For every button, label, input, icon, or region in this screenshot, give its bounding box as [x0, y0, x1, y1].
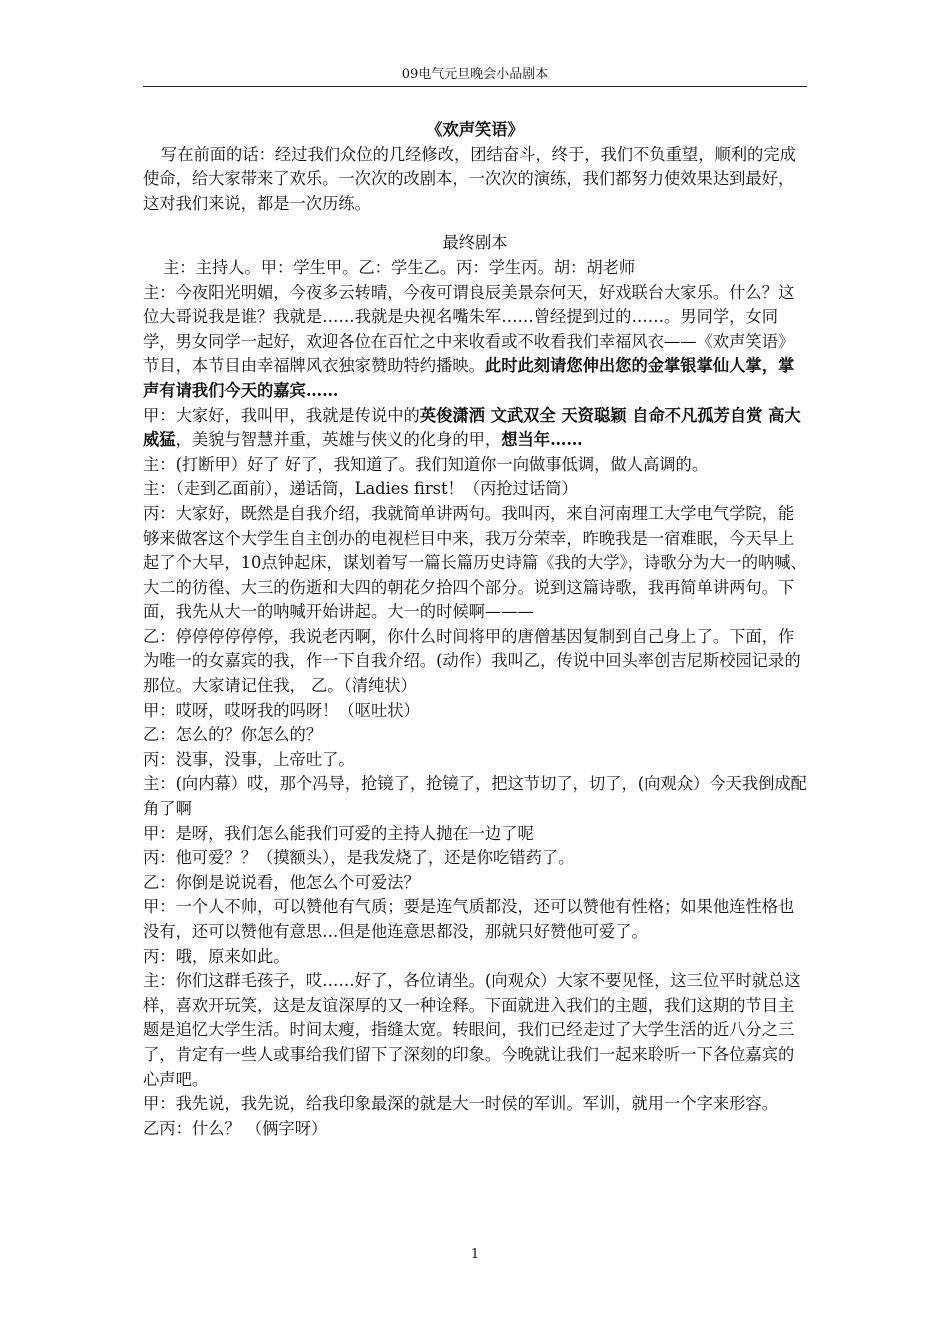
dialogue-line: 乙：你倒是说说看，他怎么个可爱法？ [143, 872, 420, 892]
dialogue-line: 甲：是呀，我们怎么能我们可爱的主持人抛在一边了呢 [143, 823, 534, 843]
cast-list: 主：主持人。甲：学生甲。乙：学生乙。丙：学生丙。胡：胡老师 [163, 257, 636, 277]
dialogue-bold-text: 想当年…… [501, 430, 583, 450]
dialogue-text: ，美貌与智慧并重，英雄与侠义的化身的甲， [175, 430, 502, 450]
dialogue-bold-text: 此时此刻请您伸出您的金掌银掌仙人掌，掌声有请我们今天的嘉宾…… [143, 356, 795, 400]
document-body [143, 118, 807, 1141]
dialogue-line: 甲：哎呀，哎呀我的吗呀！（呕吐状） [143, 700, 420, 720]
dialogue-line: 乙：怎么的？你怎么的？ [143, 725, 323, 745]
dialogue-line: 主：（走到乙面前），递话筒，Ladies first！（丙抢过话筒） [143, 479, 578, 499]
dialogue-line [143, 281, 807, 404]
dialogue-text: 主：今夜阳光明媚，今夜多云转晴，今夜可谓良辰美景奈何天，好戏联台大家乐。什么？这位大哥说我是谁？我就是……我就是央视名嘴朱军……曾经提到过的……。男同学，女同学，男女同学一起好，欢迎各位在百忙之中来收看或不收看我们幸福风衣——《欢声笑语》节目，本节目由幸福牌风衣独家赞助特约播映。 [143, 282, 795, 376]
intro-paragraph: 写在前面的话：经过我们众位的几经修改，团结奋斗，终于，我们不负重望，顺利的完成使命，给大家带来了欢乐。一次次的改剧本，一次次的演练，我们都努力使效果达到最好，这对我们来说，都是一次历练。 [143, 144, 796, 213]
dialogue-line: 主：(向内幕）哎，那个冯导，抢镜了，抢镜了，把这节切了，切了，(向观众）今天我倒成配角了啊 [143, 774, 807, 819]
dialogue-line: 甲：一个人不帅，可以赞他有气质；要是连气质都没，还可以赞他有性格；如果他连性格也没有，还可以赞他有意思…但是他连意思都没，那就只好赞他可爱了。 [143, 897, 795, 941]
page-header: 09电气元旦晚会小品剧本 [401, 67, 549, 82]
dialogue-line: 乙丙：什么？ （俩字呀） [143, 1118, 328, 1138]
script-title: 《欢声笑语》 [426, 120, 524, 139]
dialogue-line: 主：(打断甲）好了 好了，我知道了。我们知道你一向做事低调，做人高调的。 [143, 454, 709, 474]
section-subtitle: 最终剧本 [442, 233, 508, 253]
dialogue-bold-text: 英俊潇洒 文武双全 天资聪颖 自命不凡孤芳自赏 高大威猛 [143, 405, 801, 450]
dialogue-line: 乙：停停停停停停，我说老丙啊，你什么时间将甲的唐僧基因复制到自己身上了。下面，作为唯一的女嘉宾的我，作一下自我介绍。(动作）我叫乙，传说中回头率创吉尼斯校园记录的那位。大家请记住我， 乙。（清纯状） [143, 626, 801, 696]
page-number: 1 [470, 1247, 480, 1262]
dialogue-line [143, 404, 807, 453]
dialogue-line: 丙：哦，原来如此。 [143, 946, 290, 966]
header-rule [143, 86, 807, 87]
dialogue-text: 甲：大家好，我叫甲，我就是传说中的 [143, 405, 420, 425]
dialogue-line: 丙：没事，没事，上帝吐了。 [143, 749, 355, 769]
dialogue-line: 丙：大家好，既然是自我介绍，我就简单讲两句。我叫丙，来自河南理工大学电气学院，能够来做客这个大学生自主创办的电视栏目中来，我万分荣幸，昨晚我是一宿难眠，今天早上起了个大早，10点钟起床，谋划着写一篇长篇历史诗篇《我的大学》，诗歌分为大一的呐喊、大二的彷徨、大三的伤逝和大四的朝花夕拾四个部分。说到这篇诗歌，我再简单讲两句。下面，我先从大一的呐喊开始讲起。大一的时候啊——— [143, 503, 807, 622]
dialogue-line: 甲：我先说，我先说，给我印象最深的就是大一时侯的军训。军训，就用一个字来形容。 [143, 1094, 778, 1114]
dialogue-line: 丙：他可爱？？（摸额头），是我发烧了，还是你吃错药了。 [143, 848, 575, 868]
dialogue-line: 主：你们这群毛孩子，哎……好了，各位请坐。(向观众）大家不要见怪，这三位平时就总这样，喜欢开玩笑，这是友谊深厚的又一种诠释。下面就进入我们的主题，我们这期的节目主题是追忆大学生活。时间太瘦，指缝太宽。转眼间，我们已经走过了大学生活的近八分之三了，肯定有一些人或事给我们留下了深刻的印象。今晚就让我们一起来聆听一下各位嘉宾的心声吧。 [143, 971, 801, 1089]
